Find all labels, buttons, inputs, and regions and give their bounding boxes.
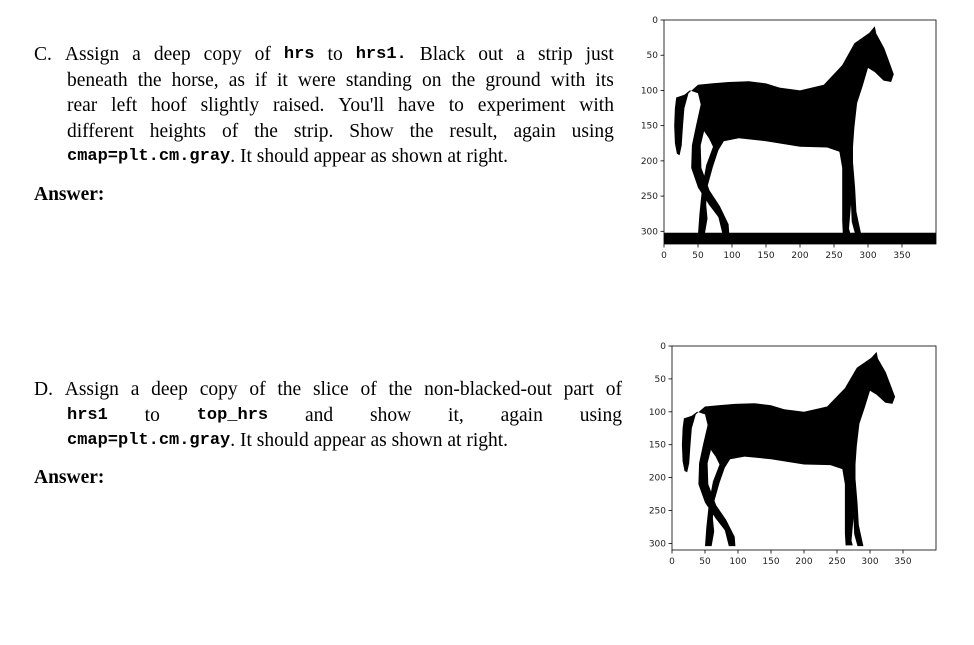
- y-tick-label: 100: [648, 407, 666, 418]
- word: strip.: [293, 120, 334, 142]
- word: horse,: [171, 69, 219, 91]
- question-line: [34, 119, 614, 145]
- word: a: [516, 44, 525, 65]
- word: it: [277, 69, 288, 91]
- word: the: [277, 379, 302, 400]
- word: left: [111, 95, 138, 116]
- question-line: [34, 93, 614, 119]
- word: beneath: [67, 69, 128, 91]
- word: again: [500, 404, 543, 426]
- word: again: [513, 120, 556, 142]
- y-tick-label: 0: [652, 16, 658, 26]
- x-tick-label: 350: [893, 251, 911, 261]
- question-d-text: [34, 377, 622, 454]
- question-line: [34, 403, 622, 429]
- word: D.: [34, 379, 53, 400]
- x-tick-label: 300: [859, 251, 877, 261]
- word: ground: [485, 69, 541, 91]
- x-tick-label: 0: [669, 557, 675, 567]
- code-token: cmap=plt.cm.gray: [67, 147, 231, 166]
- answer-label-c: Answer:: [34, 184, 105, 205]
- word: result,: [449, 120, 498, 142]
- code-token: top_hrs: [196, 405, 269, 425]
- code-token: hrs1: [67, 405, 108, 425]
- y-tick-label: 300: [640, 227, 658, 238]
- x-tick-label: 150: [762, 557, 780, 567]
- word: hoof: [150, 95, 187, 116]
- word: with: [550, 69, 586, 91]
- x-tick-label: 50: [699, 557, 711, 567]
- code-token: hrs1.: [355, 45, 407, 64]
- word: non-blacked-out: [424, 379, 552, 400]
- question-line: [34, 68, 614, 94]
- word: of: [360, 379, 377, 400]
- word: using: [571, 120, 614, 142]
- x-tick-label: 200: [795, 557, 813, 567]
- black-strip: [664, 233, 936, 244]
- x-tick-label: 300: [861, 557, 879, 567]
- word: it,: [448, 404, 464, 426]
- question-line: [34, 42, 614, 68]
- word: of: [605, 379, 622, 400]
- x-tick-label: 50: [692, 251, 704, 261]
- code-token: hrs: [283, 45, 315, 64]
- question-line: [34, 144, 614, 170]
- word: Black: [419, 44, 466, 65]
- question-line: [34, 428, 622, 454]
- x-tick-label: 250: [828, 557, 846, 567]
- word: a: [132, 44, 141, 65]
- word: on: [421, 69, 442, 91]
- y-tick-label: 250: [648, 506, 666, 517]
- x-tick-label: 0: [661, 251, 667, 261]
- word: using: [579, 404, 622, 426]
- word: of: [221, 120, 239, 142]
- x-axis-ticks: [661, 244, 911, 261]
- word: Assign: [64, 44, 120, 65]
- word: slice: [312, 379, 349, 400]
- code-token: cmap=plt.cm.gray: [67, 431, 231, 450]
- x-tick-label: 100: [723, 251, 741, 261]
- x-tick-label: 200: [791, 251, 809, 261]
- word: of: [249, 379, 266, 400]
- word: the: [409, 120, 434, 142]
- x-tick-label: 250: [825, 251, 843, 261]
- word: the: [388, 379, 413, 400]
- word: were: [297, 69, 336, 91]
- word: experiment: [477, 95, 566, 116]
- word: copy: [203, 44, 242, 65]
- word: Assign: [64, 379, 119, 400]
- word: a: [130, 379, 140, 400]
- y-axis-ticks: [641, 16, 664, 237]
- y-tick-label: 50: [654, 374, 666, 385]
- horse-plot-cropped: [636, 338, 946, 574]
- horse-plot-with-strip: [628, 10, 948, 272]
- word: copy: [199, 379, 238, 400]
- question-c-text: [34, 42, 614, 170]
- word: . It should appear as shown at right.: [230, 146, 509, 167]
- word: slightly: [200, 95, 260, 116]
- word: standing: [345, 69, 412, 91]
- word: deep: [151, 379, 188, 400]
- word: to: [144, 404, 160, 426]
- word: . It should appear as shown at right.: [230, 430, 509, 451]
- x-tick-label: 150: [757, 251, 775, 261]
- y-tick-label: 200: [640, 156, 658, 167]
- word: strip: [537, 44, 573, 65]
- word: part: [563, 379, 594, 400]
- word: of: [254, 44, 271, 65]
- word: to: [448, 95, 464, 116]
- y-tick-label: 250: [640, 192, 658, 203]
- y-tick-label: 200: [648, 473, 666, 484]
- y-tick-label: 0: [660, 342, 666, 352]
- y-tick-label: 50: [646, 51, 658, 62]
- y-axis-ticks: [649, 342, 672, 549]
- word: heights: [149, 120, 207, 142]
- word: the: [451, 69, 476, 91]
- word: and: [304, 404, 334, 426]
- word: show: [370, 404, 412, 426]
- word: Show: [349, 120, 394, 142]
- word: the: [254, 120, 278, 142]
- y-tick-label: 150: [648, 440, 666, 451]
- word: its: [595, 69, 614, 91]
- word: if: [255, 69, 267, 91]
- x-tick-label: 350: [894, 557, 912, 567]
- y-tick-label: 300: [648, 539, 666, 550]
- word: with: [579, 95, 614, 116]
- word: C.: [34, 44, 52, 65]
- word: deep: [153, 44, 191, 65]
- question-line: [34, 377, 622, 403]
- word: You'll: [338, 95, 385, 116]
- word: out: [478, 44, 504, 65]
- y-tick-label: 150: [640, 121, 658, 132]
- word: just: [585, 44, 614, 65]
- word: raised.: [272, 95, 325, 116]
- word: have: [398, 95, 435, 116]
- x-tick-label: 100: [729, 557, 747, 567]
- word: different: [67, 120, 134, 142]
- x-axis-ticks: [669, 550, 912, 567]
- answer-label-d: Answer:: [34, 467, 105, 488]
- y-tick-label: 100: [640, 86, 658, 97]
- word: as: [228, 69, 245, 91]
- word: to: [327, 44, 343, 65]
- word: rear: [67, 95, 98, 116]
- word: the: [137, 69, 162, 91]
